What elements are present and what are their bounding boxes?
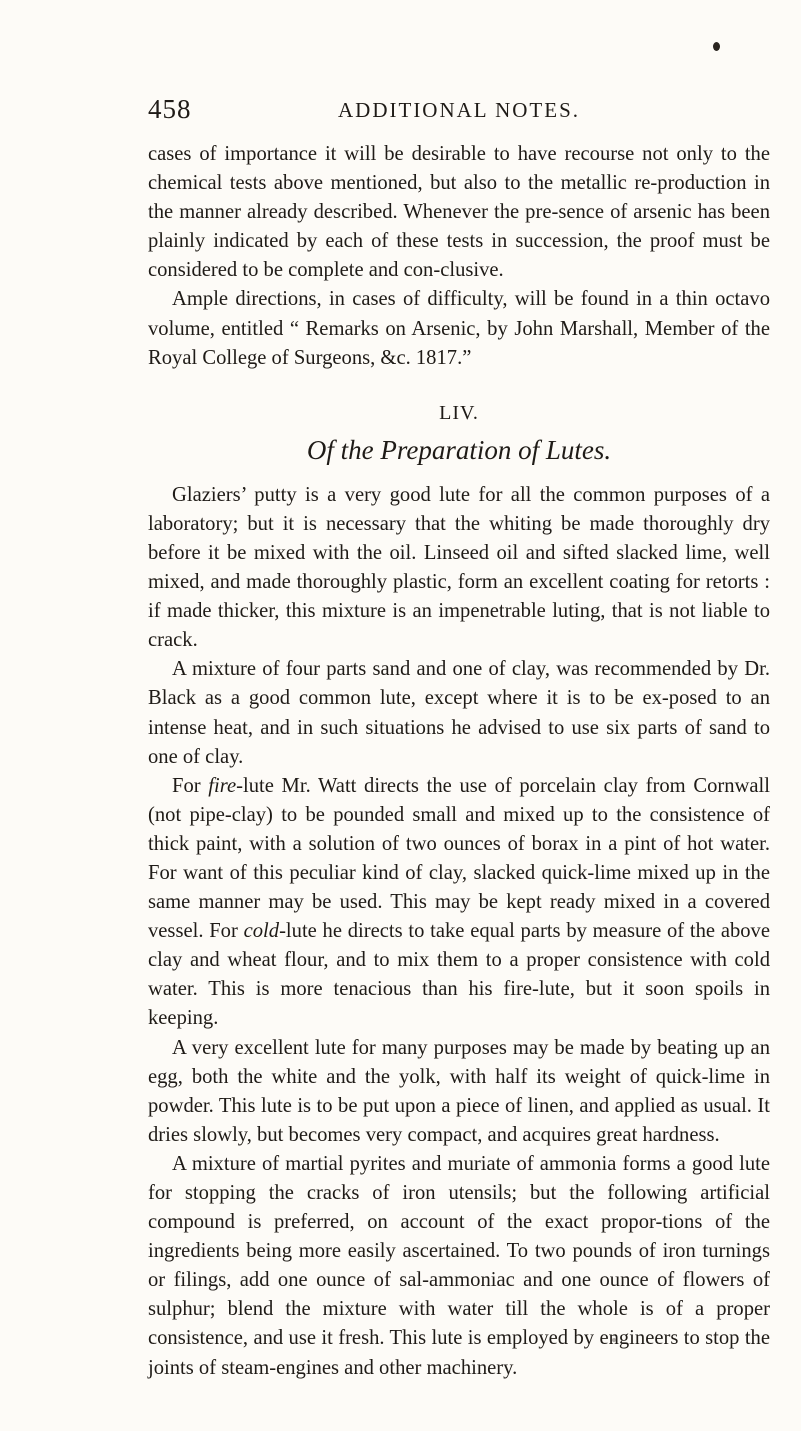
section-number: LIV. — [439, 401, 479, 424]
page-header — [148, 94, 748, 130]
paragraph: cases of importance it will be desirable to have recourse not only to the chemical tests above mentioned, but also to the metallic re-production in the manner already described. Whenever the pre-sence of arsenic has been plainly indicated by each of these tests in succession, the proof must be considered to be complete and con-clusive. — [148, 143, 770, 282]
paragraph — [148, 772, 770, 1034]
page-number: 458 — [148, 94, 192, 124]
paragraph: Glaziers’ putty is a very good lute for all the common purposes of a laboratory; but it is necessary that the whiting be made thoroughly dry before it be mixed with the oil. Linseed oil and sifted slacked lime, well mixed, and made thoroughly plastic, form an excellent coating for retorts : if made thicker, this mixture is an impenetrable luting, that is not liable to crack. — [148, 483, 770, 652]
body-text — [148, 140, 770, 1383]
text-run: -lute Mr. Watt directs the use of porcelain clay from Cornwall (not pipe-clay) to be pounded small and mixed up to the consistence of thick paint, with a solution of two ounces of borax in a pint of hot water. For want of this peculiar kind of clay, slacked quick-lime mixed up in the same manner may be used. This may be kept ready mixed in a covered vessel. For — [148, 774, 770, 943]
italic-word: fire — [208, 774, 237, 797]
paragraph: A mixture of martial pyrites and muriate of ammonia forms a good lute for stopping the cracks of iron utensils; but the following artificial compound is preferred, on account of the exact propor-tions of the ingredients being more easily ascertained. To two pounds of iron turnings or filings, add one ounce of sal-ammoniac and one ounce of flowers of sulphur; blend the mixture with water till the whole is of a proper consistence, and use it fresh. This lute is employed by engineers to stop the joints of steam-engines and other machinery. — [148, 1152, 770, 1379]
running-head: ADDITIONAL NOTES. — [338, 98, 581, 122]
italic-word: cold — [243, 920, 280, 943]
paragraph: A mixture of four parts sand and one of clay, was recommended by Dr. Black as a good common lute, except where it is to be ex-posed to an intense heat, and in such situations he advised to use six parts of sand to one of clay. — [148, 658, 770, 768]
text-run: For — [172, 774, 209, 797]
paragraph: A very excellent lute for many purposes may be made by beating up an egg, both the white and the yolk, with half its weight of quick-lime in powder. This lute is to be put upon a piece of linen, and applied as usual. It dries slowly, but becomes very compact, and acquires great hardness. — [148, 1036, 770, 1146]
ink-spot — [713, 42, 720, 51]
section-title: Of the Preparation of Lutes. — [306, 434, 612, 465]
text-run: -lute he directs to take equal parts by measure of the above clay and wheat flour, and to mix them to a proper consistence with cold water. This is more tenacious than his fire-lute, but it soon spoils in keeping. — [148, 920, 770, 1030]
paragraph: Ample directions, in cases of difficulty, will be found in a thin octavo volume, entitled “ Remarks on Arsenic, by John Marshall, Member of the Royal College of Surgeons, &c. 1817.” — [148, 288, 770, 369]
